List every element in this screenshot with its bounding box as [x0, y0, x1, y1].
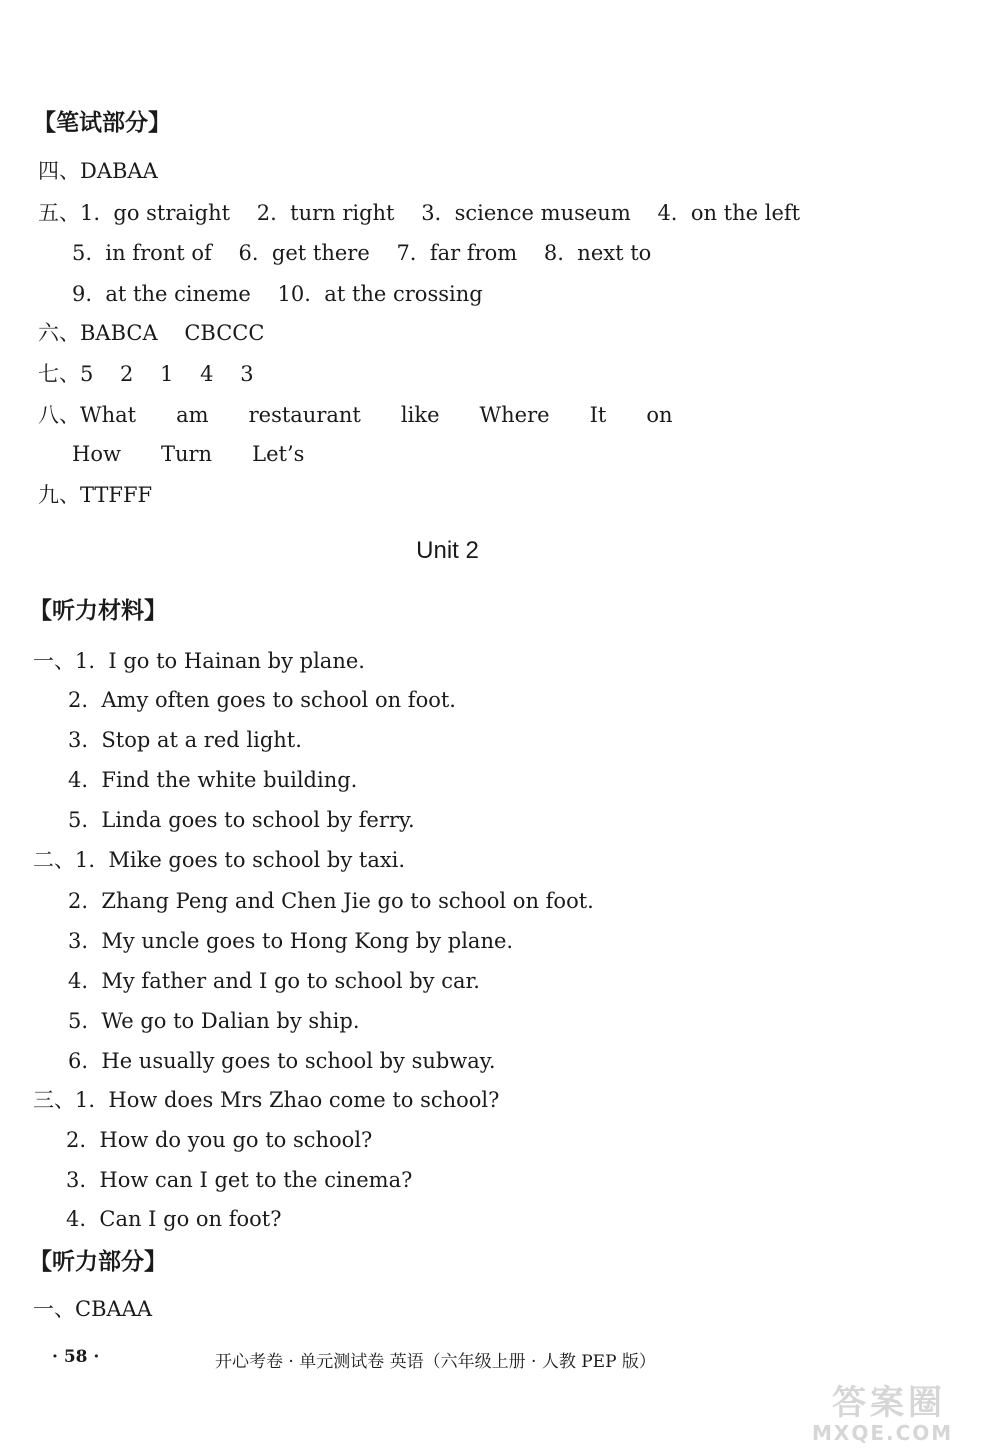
transcript-line: 5. Linda goes to school by ferry. [68, 808, 415, 832]
transcript-line: 二、1. Mike goes to school by taxi. [33, 848, 406, 872]
answer-line: 九、TTFFF [38, 483, 153, 507]
transcript-line: 4. Can I go on foot? [66, 1207, 282, 1231]
transcript-line: 2. Amy often goes to school on foot. [68, 688, 456, 712]
answer-line: 四、DABAA [38, 159, 158, 183]
watermark-text: 答案圈 [832, 1383, 946, 1423]
section-heading-listening-material: 【听力材料】 [29, 598, 167, 624]
unit-title: Unit 2 [416, 537, 479, 564]
transcript-line: 6. He usually goes to school by subway. [68, 1049, 496, 1073]
transcript-line: 一、1. I go to Hainan by plane. [33, 649, 365, 673]
watermark-logo [802, 1385, 992, 1449]
transcript-line: 2. How do you go to school? [66, 1128, 373, 1152]
section-heading-listening: 【听力部分】 [29, 1249, 167, 1275]
page-number: · 58 · [52, 1347, 100, 1367]
transcript-line: 2. Zhang Peng and Chen Jie go to school on foot. [68, 889, 594, 913]
answer-line: 五、1. go straight 2. turn right 3. science museum 4. on the left [38, 201, 801, 225]
transcript-line: 3. Stop at a red light. [68, 728, 302, 752]
answer-line: 一、CBAAA [33, 1297, 152, 1321]
answer-line: How Turn Let’s [72, 442, 305, 466]
answer-line: 5. in front of 6. get there 7. far from 8. next to [72, 241, 652, 265]
transcript-line: 3. How can I get to the cinema? [66, 1168, 413, 1192]
book-title: 开心考卷 · 单元测试卷 英语（六年级上册 · 人教 PEP 版） [215, 1352, 656, 1372]
transcript-line: 5. We go to Dalian by ship. [68, 1009, 360, 1033]
answer-line: 七、5 2 1 4 3 [38, 362, 254, 386]
transcript-line: 三、1. How does Mrs Zhao come to school? [33, 1088, 500, 1112]
transcript-line: 3. My uncle goes to Hong Kong by plane. [68, 929, 514, 953]
watermark-url: MXQE.COM [812, 1421, 954, 1445]
transcript-line: 4. My father and I go to school by car. [68, 969, 480, 993]
answer-line: 9. at the cineme 10. at the crossing [72, 282, 483, 306]
answer-line: 六、BABCA CBCCC [38, 321, 265, 345]
section-heading-written: 【笔试部分】 [33, 110, 171, 136]
transcript-line: 4. Find the white building. [68, 768, 358, 792]
answer-line: 八、What am restaurant like Where It on [38, 403, 673, 427]
